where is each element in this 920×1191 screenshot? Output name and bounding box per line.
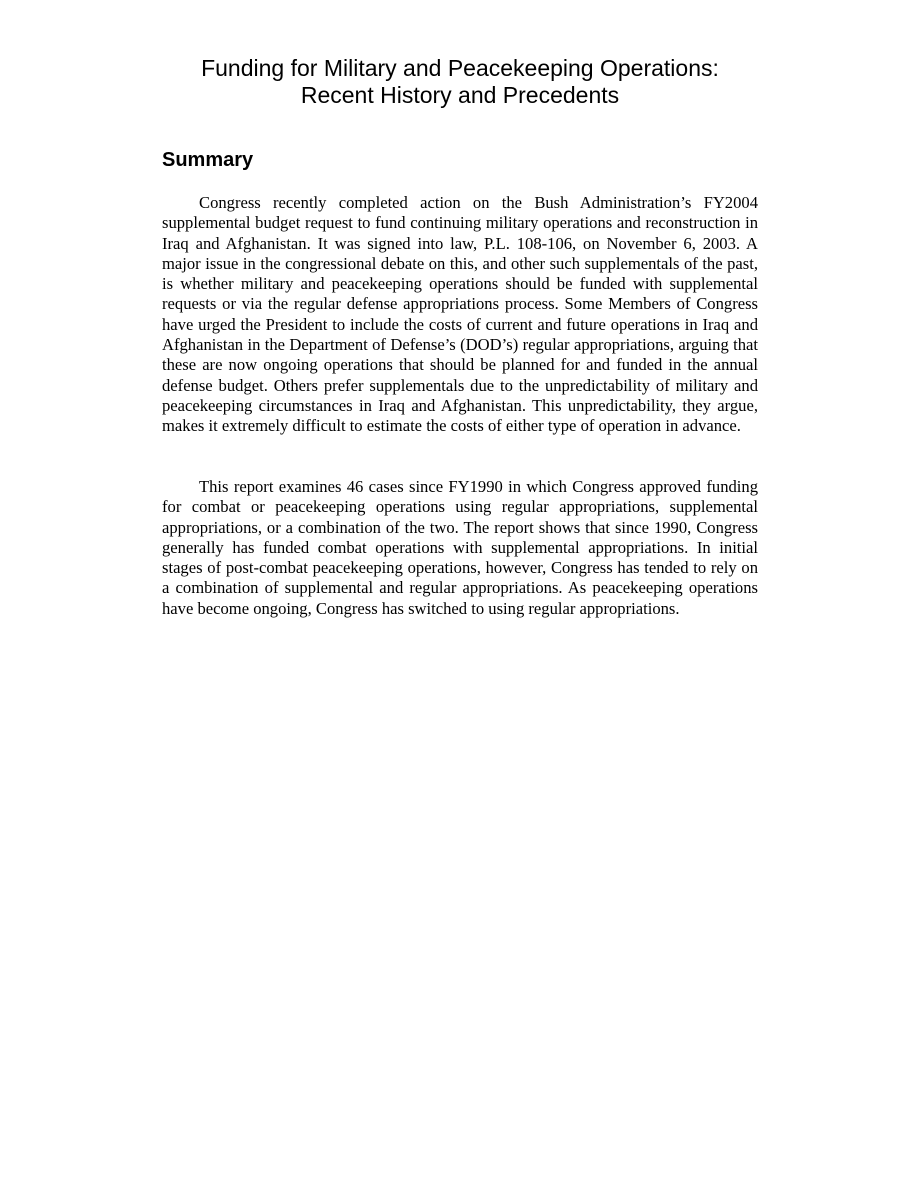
summary-paragraph-2: This report examines 46 cases since FY1990 in which Congress approved funding for combat or peacekeeping operations using regular appropriations, supplemental appropriations, or a combination of the two. The report shows that since 1990, Congress generally has funded combat operations with supplemental appropriations. In initial stages of post-combat peacekeeping operations, however, Congress has tended to rely on a combination of supplemental and regular appropriations. As peacekeeping operations have become ongoing, Congress has switched to using regular appropriations. (162, 477, 758, 618)
page-title (100, 55, 820, 109)
page-title-line-2: Recent History and Precedents (300, 82, 620, 108)
page-title-line-1: Funding for Military and Peacekeeping Operations: (201, 55, 719, 81)
summary-paragraph-1: Congress recently completed action on the Bush Administration’s FY2004 supplemental budget request to fund continuing military operations and reconstruction in Iraq and Afghanistan. It was signed into law, P.L. 108-106, on November 6, 2003. A major issue in the congressional debate on this, and other such supplementals of the past, is whether military and peacekeeping operations should be funded with supplemental requests or via the regular defense appropriations process. Some Members of Congress have urged the President to include the costs of current and future operations in Iraq and Afghanistan in the Department of Defense’s (DOD’s) regular appropriations, arguing that these are now ongoing operations that should be planned for and funded in the annual defense budget. Others prefer supplementals due to the unpredictability of military and peacekeeping circumstances in Iraq and Afghanistan. This unpredictability, they argue, makes it extremely difficult to estimate the costs of either type of operation in advance. (162, 193, 758, 436)
summary-heading: Summary (162, 149, 254, 171)
